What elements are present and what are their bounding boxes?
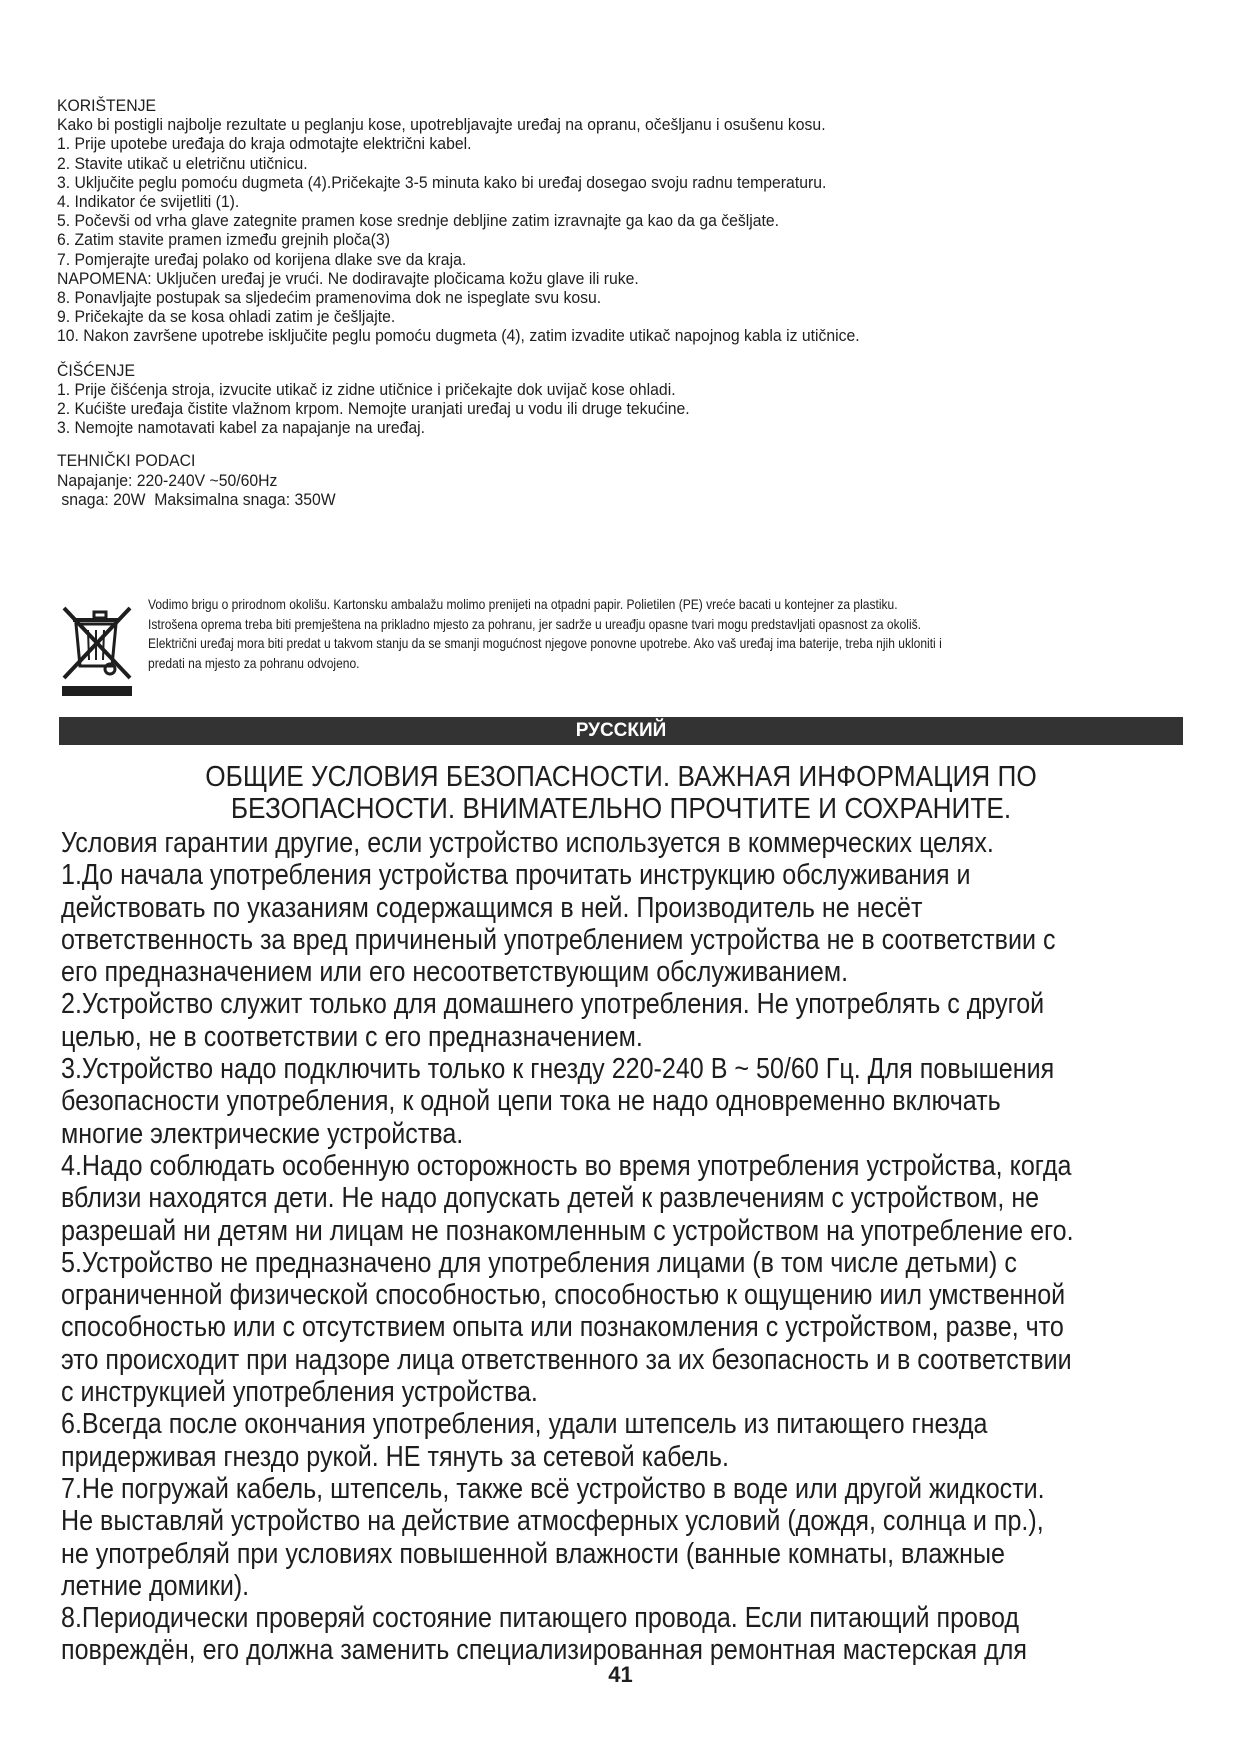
recycling-line: Vodimo brigu o prirodnom okolišu. Kartonsku ambalažu molimo prenijeti na otpadni papir. Polietilen (PE) vreće bacati u kontejner za plastiku. xyxy=(148,596,898,612)
text-line: 1.До начала употребления устройства прочитать инструкцию обслуживания и xyxy=(61,859,971,892)
text-line: 2.Устройство служит только для домашнего употребления. Не употреблять с другой xyxy=(61,988,1045,1021)
koristenje-intro: Kako bi postigli najbolje rezultate u peglanju kose, upotrebljavajte uređaj na opranu, očešljanu i osušenu kosu. xyxy=(57,115,826,135)
heading-line: БЕЗОПАСНОСТИ. ВНИМАТЕЛЬНО ПРОЧТИТЕ И СОХРАНИТЕ. xyxy=(230,793,1012,825)
text-line: придерживая гнездо рукой. НЕ тянуть за сетевой кабель. xyxy=(61,1440,729,1473)
list-item: 4. Indikator će svijetliti (1). xyxy=(57,192,240,212)
list-item: 7. Pomjerajte uređaj polako od korijena dlake sve da kraja. xyxy=(57,249,467,269)
recycling-line: Električni uređaj mora biti predat u takvom stanju da se smanji mogućnost njegove ponovne upotrebe. Ako vaš uređaj ima baterije, treba njih ukloniti i xyxy=(148,635,942,652)
text-line: вблизи находятся дети. Не надо допускать детей к развлечениям с устройством, не xyxy=(61,1182,1040,1215)
list-item: 9. Pričekajte da se kosa ohladi zatim je češljajte. xyxy=(57,307,396,327)
language-label: РУССКИЙ xyxy=(575,720,667,741)
spec-line: snaga: 20W Maksimalna snaga: 350W xyxy=(57,489,336,509)
list-item: 1. Prije upotebe uređaja do kraja odmotajte električni kabel. xyxy=(57,134,472,154)
text-line: 8.Периодически проверяй состояние питающего провода. Если питающий провод xyxy=(61,1602,1020,1635)
ciscenje-steps xyxy=(57,380,1187,438)
text-line: 7.Не погружай кабель, штепсель, также всё устройство в воде или другой жидкости. xyxy=(61,1472,1045,1505)
page-number: 41 xyxy=(608,1662,633,1687)
ru-safety-heading xyxy=(60,761,1182,825)
list-item: 2. Kućište uređaja čistite vlažnom krpom. Nemojte uranjati uređaj u vodu ili druge tekućine. xyxy=(57,399,690,419)
section-title-ciscenje: ČIŠĆENJE xyxy=(57,360,135,380)
spec-line: Napajanje: 220-240V ~50/60Hz xyxy=(57,470,278,490)
list-item: 3. Nemojte namotavati kabel za napajanje na uređaj. xyxy=(57,418,426,438)
list-item: 10. Nakon završene upotrebe isključite peglu pomoću dugmeta (4), zatim izvadite utikač napojnog kabla iz utičnice. xyxy=(57,326,860,346)
list-item: 2. Stavite utikač u eletričnu utičnicu. xyxy=(57,153,308,173)
text-line: 6.Всегда после окончания употребления, удали штепсель из питающего гнезда xyxy=(61,1408,988,1441)
heading-line: ОБЩИЕ УСЛОВИЯ БЕЗОПАСНОСТИ. ВАЖНАЯ ИНФОРМАЦИЯ ПО xyxy=(205,761,1037,793)
crossed-out-wheelie-bin-icon xyxy=(58,600,138,698)
koristenje-steps xyxy=(57,134,1187,345)
text-line: ограниченной физической способностью, способностью к ощущению иил умственной xyxy=(61,1279,1066,1312)
section-title-koristenje: KORIŠTENJE xyxy=(57,96,156,115)
text-line: повреждён, его должна заменить специализированная ремонтная мастерская для xyxy=(61,1634,1027,1667)
text-line: летние домики). xyxy=(61,1569,250,1602)
section-title-tehnicki: TEHNIČKI PODACI xyxy=(57,451,196,471)
text-line: ответственность за вред причиненый употреблением устройства не в соответствии с xyxy=(61,923,1056,956)
section-koristenje xyxy=(57,96,1187,509)
list-item: 8. Ponavljajte postupak sa sljedećim pramenovima dok ne ispeglate svu kosu. xyxy=(57,288,602,308)
text-line: безопасности употребления, к одной цепи тока не надо одновременно включать xyxy=(61,1085,1001,1118)
text-line: многие электрические устройства. xyxy=(61,1117,464,1150)
recycling-notice xyxy=(148,595,1188,674)
text-line: 3.Устройство надо подключить только к гнезду 220-240 В ~ 50/60 Гц. Для повышения xyxy=(61,1053,1055,1086)
text-line: действовать по указаниям содержащимся в ней. Производитель не несёт xyxy=(61,891,923,924)
text-line: разрешай ни детям ни лицам не познакомленным с устройством на употребление его. xyxy=(61,1214,1074,1247)
list-item: 1. Prije čišćenja stroja, izvucite utikač iz zidne utičnice i pričekajte dok uvijač kose ohladi. xyxy=(57,379,676,399)
text-line: 4.Надо соблюдать особенную осторожность во время употребления устройства, когда xyxy=(61,1149,1072,1182)
language-bar xyxy=(59,717,1183,745)
text-line: не употребляй при условиях повышенной влажности (ванные комнаты, влажные xyxy=(61,1537,1005,1570)
list-item: 5. Počevši od vrha glave zategnite pramen kose srednje debljine zatim izravnajte ga kao da ga češljate. xyxy=(57,211,780,231)
ru-safety-body xyxy=(61,827,1191,1667)
recycling-line: predati na mjesto za pohranu odvojeno. xyxy=(148,655,360,672)
text-line: способностью или с отсутствием опыта или познакомления с устройством, разве, что xyxy=(61,1311,1064,1344)
text-line: целью, не в соответствии с его предназначением. xyxy=(61,1020,643,1053)
recycling-line: Istrošena oprema treba biti premještena na prikladno mjesto za pohranu, jer sadrže u ureađju opasne tvari mogu predstavljati opasnost za okoliš. xyxy=(148,615,922,632)
text-line: 5.Устройство не предназначено для употребления лицами (в том числе детьми) с xyxy=(61,1246,1017,1279)
text-line: Не выставляй устройство на действие атмосферных условий (дождя, солнца и пр.), xyxy=(61,1505,1044,1538)
text-line: это происходит при надзоре лица ответственного за их безопасность и в соответствии xyxy=(61,1343,1072,1376)
list-item: 3. Uključite peglu pomoću dugmeta (4).Pričekajte 3-5 minuta kako bi uređaj dosegao svoju radnu temperaturu. xyxy=(57,172,827,192)
text-line: Условия гарантии другие, если устройство используется в коммерческих целях. xyxy=(61,827,994,859)
list-item: 6. Zatim stavite pramen između grejnih ploča(3) xyxy=(57,230,390,250)
text-line: его предназначением или его несоответствующим обслуживанием. xyxy=(61,956,849,989)
text-line: с инструкцией употребления устройства. xyxy=(61,1376,538,1409)
note-napomena: NAPOMENA: Uključen uređaj je vrući. Ne dodiravajte pločicama kožu glave ili ruke. xyxy=(57,268,639,288)
